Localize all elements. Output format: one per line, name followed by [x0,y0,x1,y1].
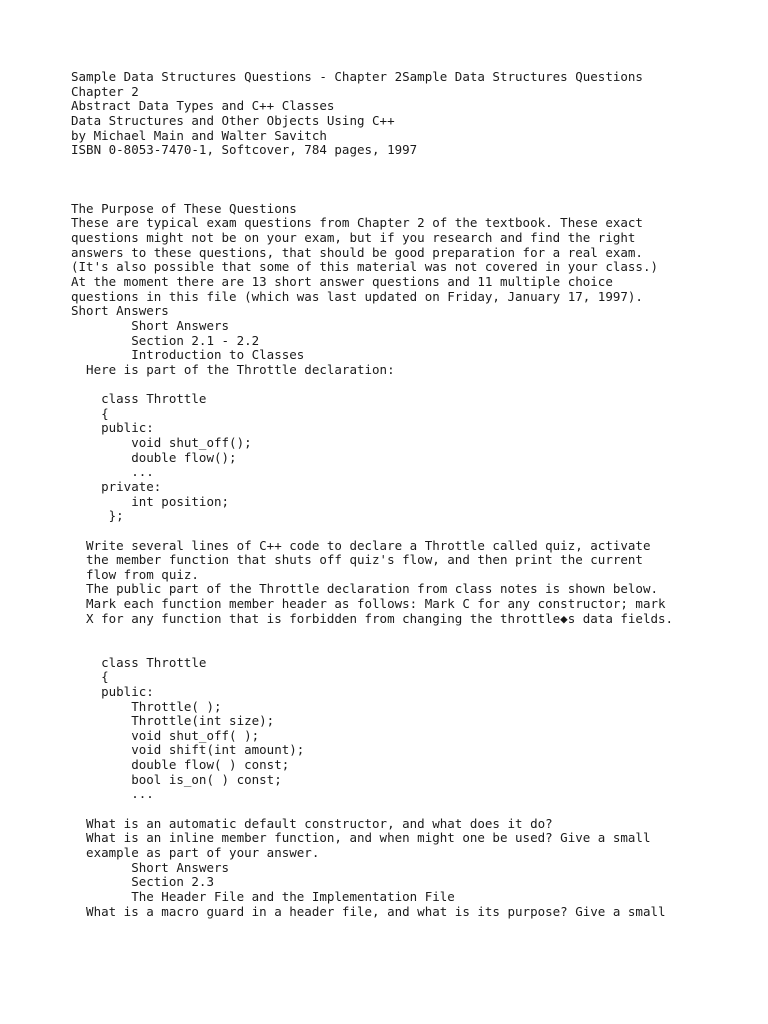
text-line: Abstract Data Types and C++ Classes [71,98,335,114]
text-line: Mark each function member header as follows: Mark C for any constructor; mark [71,596,666,612]
document-text [71,70,761,919]
text-line: ... [71,464,154,480]
text-line: the member function that shuts off quiz's flow, and then print the current [71,552,643,568]
text-line: Short Answers [71,317,230,333]
text-line: }; [71,508,124,524]
text-line: Write several lines of C++ code to declare a Throttle called quiz, activate [71,537,651,553]
text-line: public: [71,683,154,699]
text-line [71,172,761,187]
text-line: Short Answers [71,303,169,319]
text-line: public: [71,420,154,436]
text-line: Section 2.1 - 2.2 [71,332,260,348]
text-line: answers to these questions, that should be good preparation for a real exam. [71,244,643,260]
text-line: ISBN 0-8053-7470-1, Softcover, 784 pages, 1997 [71,142,418,158]
text-line [71,158,761,173]
text-line: Short Answers [71,859,230,875]
text-line [71,626,761,641]
text-line: The Purpose of These Questions [71,200,297,216]
text-line: example as part of your answer. [71,844,320,860]
text-line: These are typical exam questions from Chapter 2 of the textbook. These exact [71,215,643,231]
text-line: Throttle( ); [71,698,222,714]
text-line: Introduction to Classes [71,347,305,363]
text-line: void shift(int amount); [71,742,305,758]
text-line: flow from quiz. [71,566,199,582]
text-line: At the moment there are 13 short answer questions and 11 multiple choice [71,273,613,289]
text-line: questions might not be on your exam, but if you research and find the right [71,230,636,246]
text-line: What is an inline member function, and when might one be used? Give a small [71,830,651,846]
text-line: (It's also possible that some of this material was not covered in your class.) [71,259,658,275]
text-line: Here is part of the Throttle declaration: [71,361,395,377]
text-line [71,377,761,392]
text-line: double flow( ) const; [71,757,290,773]
text-line: int position; [71,493,230,509]
text-line: { [71,405,109,421]
text-line: void shut_off( ); [71,727,260,743]
text-line: by Michael Main and Walter Savitch [71,127,327,143]
text-line: What is an automatic default constructor, and what does it do? [71,815,553,831]
text-line: class Throttle [71,654,207,670]
text-line [71,187,761,202]
text-line: X for any function that is forbidden from changing the throttle◆s data fields. [71,610,674,626]
text-line: bool is_on( ) const; [71,771,282,787]
text-line: class Throttle [71,391,207,407]
text-line: Sample Data Structures Questions - Chapter 2Sample Data Structures Questions [71,69,643,84]
text-line [71,641,761,656]
text-line [71,524,761,539]
text-line: The public part of the Throttle declaration from class notes is shown below. [71,581,658,597]
text-line: Throttle(int size); [71,713,275,729]
text-line: { [71,669,109,685]
text-line: The Header File and the Implementation File [71,888,455,904]
text-line: Section 2.3 [71,874,214,890]
text-line: questions in this file (which was last updated on Friday, January 17, 1997). [71,288,643,304]
text-line: What is a macro guard in a header file, and what is its purpose? Give a small [71,903,666,919]
text-line: Chapter 2 [71,83,139,99]
text-line: double flow(); [71,449,237,465]
text-line: void shut_off(); [71,435,252,451]
text-line: ... [71,786,154,802]
text-line [71,802,761,817]
text-line: Data Structures and Other Objects Using C++ [71,112,395,128]
text-line: private: [71,478,162,494]
